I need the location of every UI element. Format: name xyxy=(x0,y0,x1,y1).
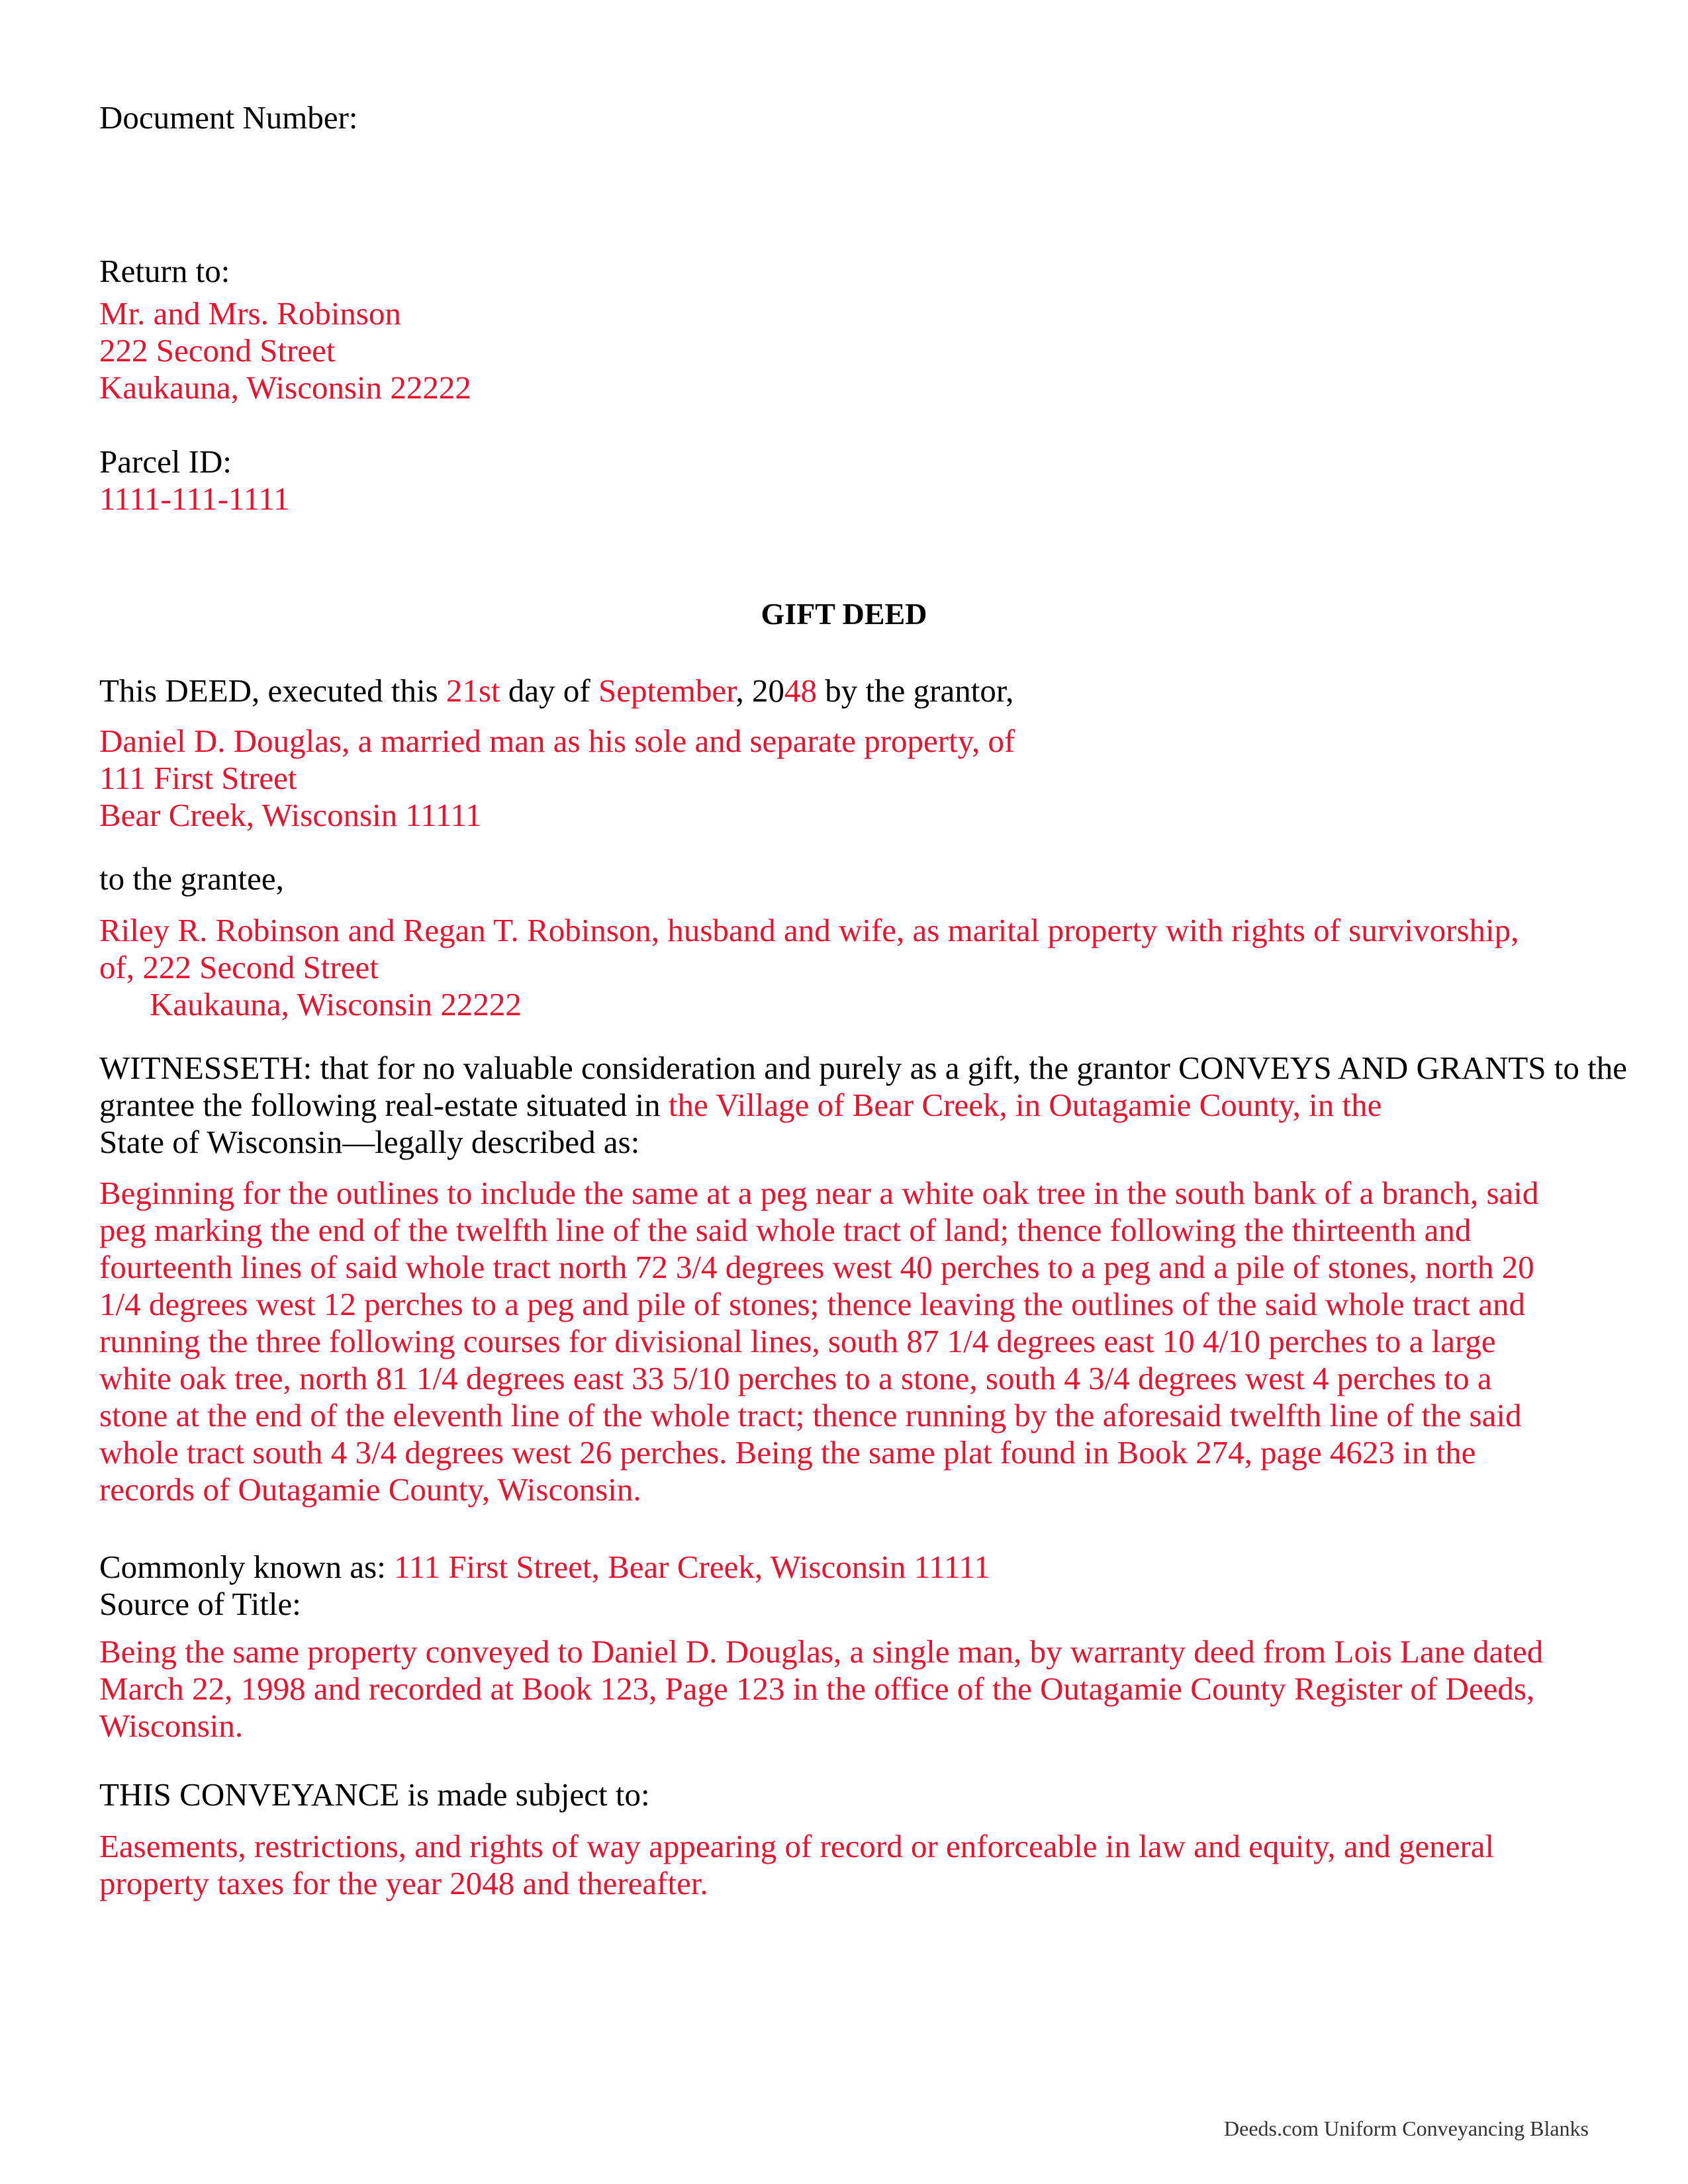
parcel-id-value: 1111-111-1111 xyxy=(99,480,290,517)
return-to-label: Return to: xyxy=(99,253,230,289)
legal-description-line: peg marking the end of the twelfth line of the said whole tract of land; thence following the thirteenth and xyxy=(99,1212,1472,1248)
grantee-block xyxy=(99,912,1519,1023)
return-to-address xyxy=(99,295,471,406)
legal-description-line: records of Outagamie County, Wisconsin. xyxy=(99,1471,641,1508)
grantee-line: of, 222 Second Street xyxy=(99,949,379,985)
return-to-line: Kaukauna, Wisconsin 22222 xyxy=(99,369,471,406)
grantor-line: Daniel D. Douglas, a married man as his sole and separate property, of xyxy=(99,723,1015,759)
subject-to-line: property taxes for the year 2048 and thereafter. xyxy=(99,1865,708,1901)
witnesseth-block: WITNESSETH: that for no valuable consideration and purely as a gift, the grantor CONVEYS AND GRANTS to the grantee the following real-estate situated in the Village of Bear Creek, in Outagamie County, in the State of Wisconsin—legally described as: xyxy=(99,1050,1628,1160)
source-of-title-label: Source of Title: xyxy=(99,1586,301,1622)
commonly-known-value: 111 First Street, Bear Creek, Wisconsin 11111 xyxy=(394,1549,990,1585)
legal-description-line: fourteenth lines of said whole tract north 72 3/4 degrees west 40 perches to a peg and a pile of stones, north 20 xyxy=(99,1249,1534,1285)
to-grantee-label: to the grantee, xyxy=(99,860,284,897)
source-of-title-line: Being the same property conveyed to Daniel D. Douglas, a single man, by warranty deed from Lois Lane dated xyxy=(99,1633,1544,1670)
subject-to-line: Easements, restrictions, and rights of way appearing of record or enforceable in law and equity, and general xyxy=(99,1828,1495,1864)
grantor-block xyxy=(99,723,1015,834)
subject-to xyxy=(99,1828,1494,1902)
source-of-title xyxy=(99,1633,1543,1745)
footer-text: Deeds.com Uniform Conveyancing Blanks xyxy=(1224,2116,1589,2140)
legal-description-line: whole tract south 4 3/4 degrees west 26 perches. Being the same plat found in Book 274, page 4623 in the xyxy=(99,1434,1476,1471)
execution-month: September xyxy=(598,672,736,709)
commonly-known-line xyxy=(99,1549,990,1586)
return-to-line: Mr. and Mrs. Robinson xyxy=(99,295,402,332)
legal-description-line: white oak tree, north 81 1/4 degrees east 33 5/10 perches to a stone, south 4 3/4 degrees west 4 perches to a xyxy=(99,1360,1492,1396)
legal-description-line: running the three following courses for divisional lines, south 87 1/4 degrees east 10 4/10 perches to a large xyxy=(99,1323,1496,1359)
execution-year: 48 xyxy=(784,672,818,709)
grantor-line: Bear Creek, Wisconsin 11111 xyxy=(99,797,482,833)
grantee-line: Kaukauna, Wisconsin 22222 xyxy=(150,986,522,1023)
page-title: GIFT DEED xyxy=(761,597,927,631)
legal-description xyxy=(99,1175,1538,1508)
legal-description-line: stone at the end of the eleventh line of the whole tract; thence running by the aforesaid twelfth line of the said xyxy=(99,1397,1522,1433)
legal-description-line: 1/4 degrees west 12 perches to a peg and pile of stones; thence leaving the outlines of the said whole tract and xyxy=(99,1286,1525,1322)
document-number-label: Document Number: xyxy=(99,99,358,136)
deed-word: DEED xyxy=(165,672,252,709)
grantee-line: Riley R. Robinson and Regan T. Robinson, husband and wife, as marital property with rights of survivorship, xyxy=(99,912,1519,948)
source-of-title-line: March 22, 1998 and recorded at Book 123, Page 123 in the office of the Outagamie County Register of Deeds, xyxy=(99,1670,1535,1707)
parcel-id-label: Parcel ID: xyxy=(99,443,232,480)
source-of-title-line: Wisconsin. xyxy=(99,1707,244,1744)
return-to-line: 222 Second Street xyxy=(99,332,336,369)
conveyance-line: THIS CONVEYANCE is made subject to: xyxy=(99,1776,650,1813)
execution-line: This DEED, executed this 21st day of September, 2048 by the grantor, xyxy=(99,672,1014,709)
commonly-known-label: Commonly known as: xyxy=(99,1549,395,1585)
grantor-line: 111 First Street xyxy=(99,760,297,796)
execution-day: 21st xyxy=(445,672,500,709)
legal-description-line: Beginning for the outlines to include the same at a peg near a white oak tree in the south bank of a branch, said xyxy=(99,1175,1539,1211)
property-location: the Village of Bear Creek, in Outagamie County, in the xyxy=(668,1087,1382,1123)
